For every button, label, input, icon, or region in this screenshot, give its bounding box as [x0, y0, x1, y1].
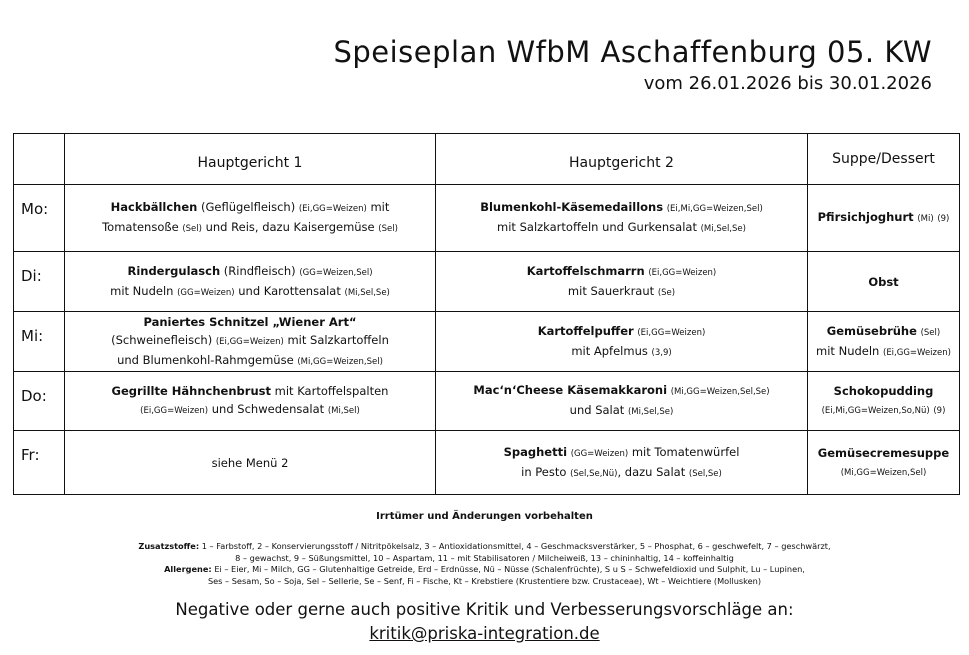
- dish-name: Blumenkohl-Käsemedaillons: [480, 200, 664, 214]
- dish-name: Spaghetti: [503, 444, 568, 459]
- dish-main1: [65, 431, 436, 495]
- dish-text: mit Nudeln: [110, 283, 178, 298]
- allergen-codes: (Sel,Se,Nü): [570, 468, 618, 479]
- dish-main2: [436, 431, 808, 495]
- allergen-codes: (Ei,Mi,GG=Weizen,So,Nü): [821, 406, 930, 416]
- allergen-codes: (Ei,GG=Weizen): [140, 406, 209, 416]
- dish-main1: [65, 372, 436, 431]
- dish-main2: [436, 372, 808, 431]
- dish-main1: [65, 185, 436, 252]
- dish-extra: [808, 431, 960, 495]
- dish-text: und Salat: [569, 403, 628, 417]
- allergen-codes: (Ei,GG=Weizen): [648, 267, 717, 278]
- dish-extra: [808, 372, 960, 431]
- dish-text: und Schwedensalat: [208, 402, 328, 416]
- allergen-codes: (Mi,GG=Weizen,Sel,Se): [670, 387, 770, 397]
- dish-text: und Blumenkohl-Rahmgemüse: [117, 352, 298, 367]
- dish-text: (Schweinefleisch): [111, 332, 216, 347]
- allergen-codes: (GG=Weizen): [570, 448, 629, 459]
- allergen-codes: (GG=Weizen): [177, 287, 235, 298]
- dish-text: (Rindfleisch): [220, 263, 300, 278]
- additives-label: Zusatzstoffe:: [138, 541, 200, 551]
- allergen-codes: (3,9): [651, 347, 672, 358]
- allergen-codes: (Ei,GG=Weizen): [637, 327, 706, 338]
- column-header-extra: Suppe/Dessert: [808, 134, 960, 185]
- dish-text: und Reis, dazu Kaisergemüse: [201, 220, 379, 234]
- allergen-codes: (Sel,Se): [688, 468, 722, 479]
- additives-line-2: 8 – gewachst, 9 – Süßungsmittel, 10 – Aspartam, 11 – mit Stabilisatoren / Milcheiweiß, 13 – chininhaltig, 14 – koffeinhaltig: [235, 552, 734, 563]
- additives-line: [0, 541, 969, 553]
- dish-extra: [808, 185, 960, 252]
- allergen-codes: (Mi,Sel): [327, 406, 360, 416]
- dish-text: und Karottensalat: [234, 283, 345, 298]
- dish-main1: [65, 312, 436, 372]
- table-row: [14, 185, 960, 252]
- allergens-line-2: Ses – Sesam, So – Soja, Sel – Sellerie, Se – Senf, Fi – Fische, Kt – Krebstiere (Krustentiere bzw. Crustaceae), Wt – Weichtiere (Mollusken): [207, 575, 762, 586]
- allergen-codes: (Sel): [182, 224, 202, 234]
- allergen-codes: (Ei,GG=Weizen): [298, 204, 367, 214]
- dish-name: Gemüsecremesuppe: [817, 445, 950, 460]
- day-label: Di:: [14, 252, 65, 312]
- allergen-codes: (Mi,Sel,Se): [627, 407, 674, 417]
- allergens-label: Allergene:: [164, 564, 212, 574]
- dish-name: Gemüsebrühe: [826, 323, 917, 338]
- dish-name: Mac‘n‘Cheese Käsemakkaroni: [473, 383, 668, 397]
- allergen-codes: (9): [937, 214, 950, 224]
- column-header-main2: Hauptgericht 2: [436, 134, 808, 185]
- dish-name: Pfirsichjoghurt: [817, 210, 914, 224]
- dish-name: Kartoffelpuffer: [537, 323, 634, 338]
- dish-text: mit Apfelmus: [571, 343, 652, 358]
- feedback-email-link[interactable]: kritik@priska-integration.de: [369, 624, 600, 643]
- dish-main2: [436, 185, 808, 252]
- dish-main1: [65, 252, 436, 312]
- dish-text: mit Kartoffelspalten: [270, 384, 389, 398]
- dish-name: Obst: [868, 274, 899, 289]
- dish-main2: [436, 312, 808, 372]
- dish-name: Kartoffelschmarrn: [526, 263, 645, 278]
- additives-legend: [0, 541, 969, 587]
- page-header: [333, 34, 932, 96]
- dish-name: Schokopudding: [833, 384, 934, 398]
- column-header-main1: Hauptgericht 1: [65, 134, 436, 185]
- table-row: [14, 372, 960, 431]
- allergen-codes: (GG=Weizen,Sel): [299, 267, 373, 278]
- allergen-codes: (Ei,GG=Weizen): [883, 347, 951, 358]
- disclaimer: Irrtümer und Änderungen vorbehalten: [376, 511, 593, 522]
- day-label: Mo:: [14, 185, 65, 252]
- allergen-codes: (Mi,Sel,Se): [344, 287, 390, 298]
- table-row: [14, 252, 960, 312]
- allergen-codes: (Sel): [920, 327, 941, 338]
- table-row: [14, 312, 960, 372]
- day-label: Fr:: [14, 431, 65, 495]
- dish-text: (Geflügelfleisch): [197, 200, 299, 214]
- feedback-section: [0, 598, 969, 646]
- dish-text: mit: [366, 200, 390, 214]
- page-title: Speiseplan WfbM Aschaffenburg 05. KW: [333, 35, 932, 69]
- dish-extra: [808, 252, 960, 312]
- allergen-codes: (Sel): [378, 224, 398, 234]
- allergens-text: Ei – Eier, Mi – Milch, GG – Glutenhaltige Getreide, Erd – Erdnüsse, Nü – Nüsse (Schalenfrüchte), S u S – Schwefeldioxid und Sulphit, Lu – Lupinen,: [214, 564, 805, 574]
- allergen-codes: (9): [933, 406, 946, 416]
- allergen-codes: (Mi): [917, 214, 934, 224]
- dish-text: mit Sauerkraut: [567, 283, 658, 298]
- allergen-codes: (Mi,GG=Weizen,Sel): [840, 467, 927, 478]
- menu-table: [13, 133, 960, 495]
- dish-name: Gegrillte Hähnchenbrust: [111, 384, 271, 398]
- dish-main2: [436, 252, 808, 312]
- allergen-codes: (Mi,GG=Weizen,Sel): [297, 356, 383, 367]
- table-row: [14, 431, 960, 495]
- dish-text: mit Salzkartoffeln: [283, 332, 389, 347]
- allergen-codes: (Ei,Mi,GG=Weizen,Sel): [666, 204, 763, 214]
- allergen-codes: (Mi,Sel,Se): [700, 224, 746, 234]
- additives-text: 1 – Farbstoff, 2 – Konservierungsstoff / Nitritpökelsalz, 3 – Antioxidationsmittel, 4 – Geschmacksverstärker, 5 – Phosphat, 6 – geschwefelt, 7 – geschwärzt,: [201, 541, 831, 551]
- day-label: Do:: [14, 372, 65, 431]
- dish-text: mit Salzkartoffeln und Gurkensalat: [497, 220, 701, 234]
- dish-text: mit Tomatenwürfel: [628, 444, 740, 459]
- dish-text: Tomatensoße: [102, 220, 183, 234]
- dish-name: Rindergulasch: [127, 263, 221, 278]
- header-row: [14, 134, 960, 185]
- day-label: Mi:: [14, 312, 65, 372]
- dish-text: siehe Menü 2: [211, 455, 289, 470]
- allergen-codes: (Se): [657, 287, 676, 298]
- date-range: vom 26.01.2026 bis 30.01.2026: [643, 73, 932, 94]
- dish-text: , dazu Salat: [617, 464, 689, 479]
- dish-name: Hackbällchen: [110, 200, 198, 214]
- dish-name: Paniertes Schnitzel „Wiener Art“: [143, 314, 357, 329]
- allergen-codes: (Ei,GG=Weizen): [215, 336, 284, 347]
- dish-text: mit Nudeln: [816, 343, 883, 358]
- dish-extra: [808, 312, 960, 372]
- allergens-line: [0, 564, 969, 576]
- feedback-text: Negative oder gerne auch positive Kritik und Verbesserungsvorschläge an:: [175, 600, 794, 619]
- dish-text: in Pesto: [521, 464, 571, 479]
- corner-cell: [14, 134, 65, 185]
